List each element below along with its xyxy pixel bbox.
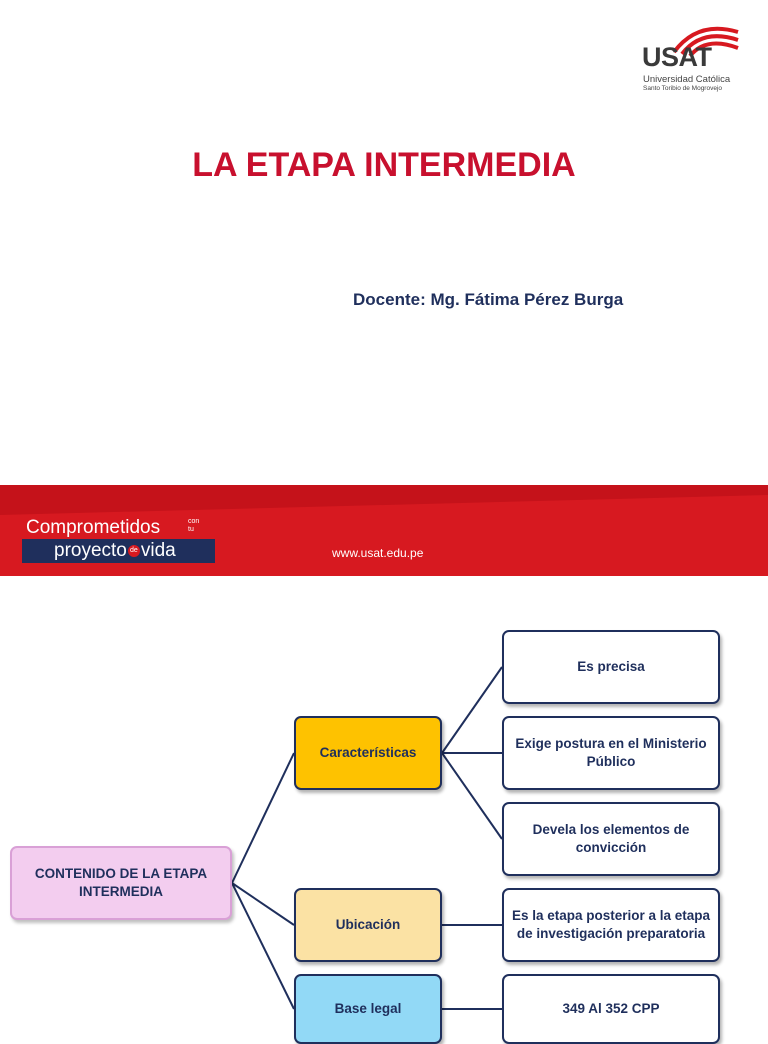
node-ubicacion: Ubicación [294, 888, 442, 962]
node-base-legal: Base legal [294, 974, 442, 1044]
logo-wordmark: USAT [642, 42, 712, 72]
node-ubicacion-detail: Es la etapa posterior a la etapa de investigación preparatoria [502, 888, 720, 962]
node-develo-elementos: Devela los elementos de convicción [502, 802, 720, 876]
logo-university-name: Universidad Católica [643, 74, 731, 85]
connector-root-caracteristicas [232, 753, 294, 883]
slogan-word-proyecto: proyecto [54, 540, 127, 561]
usat-logo [640, 18, 740, 96]
slogan-word-de: de [128, 545, 140, 557]
node-caracteristicas: Características [294, 716, 442, 790]
slogan-word-con: con [188, 518, 200, 525]
node-base-legal-detail: 349 Al 352 CPP [502, 974, 720, 1044]
slogan-con-tu [188, 518, 199, 534]
node-root: CONTENIDO DE LA ETAPA INTERMEDIA [10, 846, 232, 920]
slogan-word-comprometidos: Comprometidos [26, 517, 161, 538]
slogan-badge [22, 517, 215, 563]
logo-university-subname: Santo Toribio de Mogrovejo [643, 85, 723, 92]
connector-car-leaf3 [442, 753, 502, 839]
slogan-word-tu: tu [188, 526, 194, 533]
connector-car-leaf1 [442, 667, 502, 753]
slogan-bottom-line [22, 539, 215, 563]
docente-text: Docente: Mg. Fátima Pérez Burga [353, 290, 624, 309]
slogan-word-vida: vida [140, 540, 176, 561]
slide-title: LA ETAPA INTERMEDIA [192, 146, 576, 184]
diagram-slide [0, 576, 768, 1024]
connector-root-base-legal [232, 883, 294, 1009]
node-es-precisa: Es precisa [502, 630, 720, 704]
node-exige-postura: Exige postura en el Ministerio Público [502, 716, 720, 790]
slogan-top-line [22, 517, 215, 539]
website-link[interactable]: www.usat.edu.pe [332, 546, 424, 560]
